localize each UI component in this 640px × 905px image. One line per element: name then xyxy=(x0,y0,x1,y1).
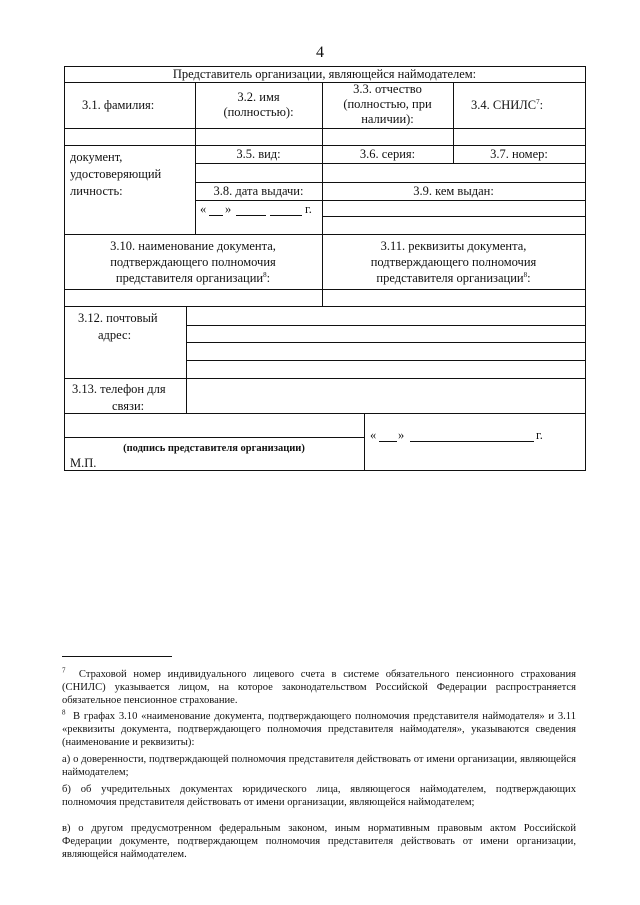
field-3-3-label: 3.3. отчество (полностью, при наличии): xyxy=(343,82,432,126)
field-3-5-label: 3.5. вид: xyxy=(236,147,281,161)
footnote-7: $^7$ Страховой номер индивидуального лицевого счета в системе обязательного пенсионного страхования (СНИЛС) указывается лицом, на которое законодательством Российской Федерации распространяется обязательное пенсионное страхование. xyxy=(62,666,576,706)
field-3-9-label: 3.9. кем выдан: xyxy=(413,184,494,198)
field-3-1-label: 3.1. фамилия: xyxy=(82,98,155,112)
field-3-11-label: 3.11. реквизиты документа, подтверждающего полномочия представителя организации$^8$: xyxy=(370,239,537,285)
field-3-10-label: 3.10. наименование документа, подтверждающего полномочия представителя организации$^8$: xyxy=(110,239,276,285)
field-3-7-label: 3.7. номер: xyxy=(490,147,548,161)
stamp-label: М.П. xyxy=(70,456,97,470)
document-label: документ, удостоверяющий личность: xyxy=(70,150,162,198)
field-3-4-label: 3.4. СНИЛС$^7$: xyxy=(471,97,544,112)
field-3-6-label: 3.6. серия: xyxy=(359,147,416,161)
page-number: 4 xyxy=(316,44,324,61)
field-3-8-label: 3.8. дата выдачи: xyxy=(213,184,304,198)
form-header: Представитель организации, являющейся наймодателем: xyxy=(172,67,477,81)
footnote-8: $^8$ В графах 3.10 «наименование документа, подтверждающего полномочия представителя наймодателя» и 3.11 «реквизиты документа, подтверждающего полномочия представителя наймодателя», указываются сведения (наименование и реквизиты): xyxy=(62,708,576,748)
field-3-13-label: 3.13. телефон для связи: xyxy=(72,382,166,413)
footnote-separator xyxy=(62,656,172,657)
field-3-12-label: 3.12. почтовый адрес: xyxy=(78,311,158,342)
field-3-2-label: 3.2. имя (полностью): xyxy=(223,90,294,119)
footnote-item-b: б) об учредительных документах юридического лица, являющегося наймодателем, подтверждающих полномочия представителя действовать от имени организации, являющейся наймодателем; xyxy=(62,784,576,808)
footnote-item-v: в) о другом предусмотренном федеральным законом, иным нормативным правовым актом Российской Федерации документе, подтверждающем полномочия представителя действовать от имени организации, являющейся наймодателем. xyxy=(62,823,576,860)
signature-caption: (подпись представителя организации) xyxy=(123,443,305,454)
footnote-item-a: а) о доверенности, подтверждающей полномочия представителя действовать от имени организации, являющейся наймодателем; xyxy=(62,754,576,778)
